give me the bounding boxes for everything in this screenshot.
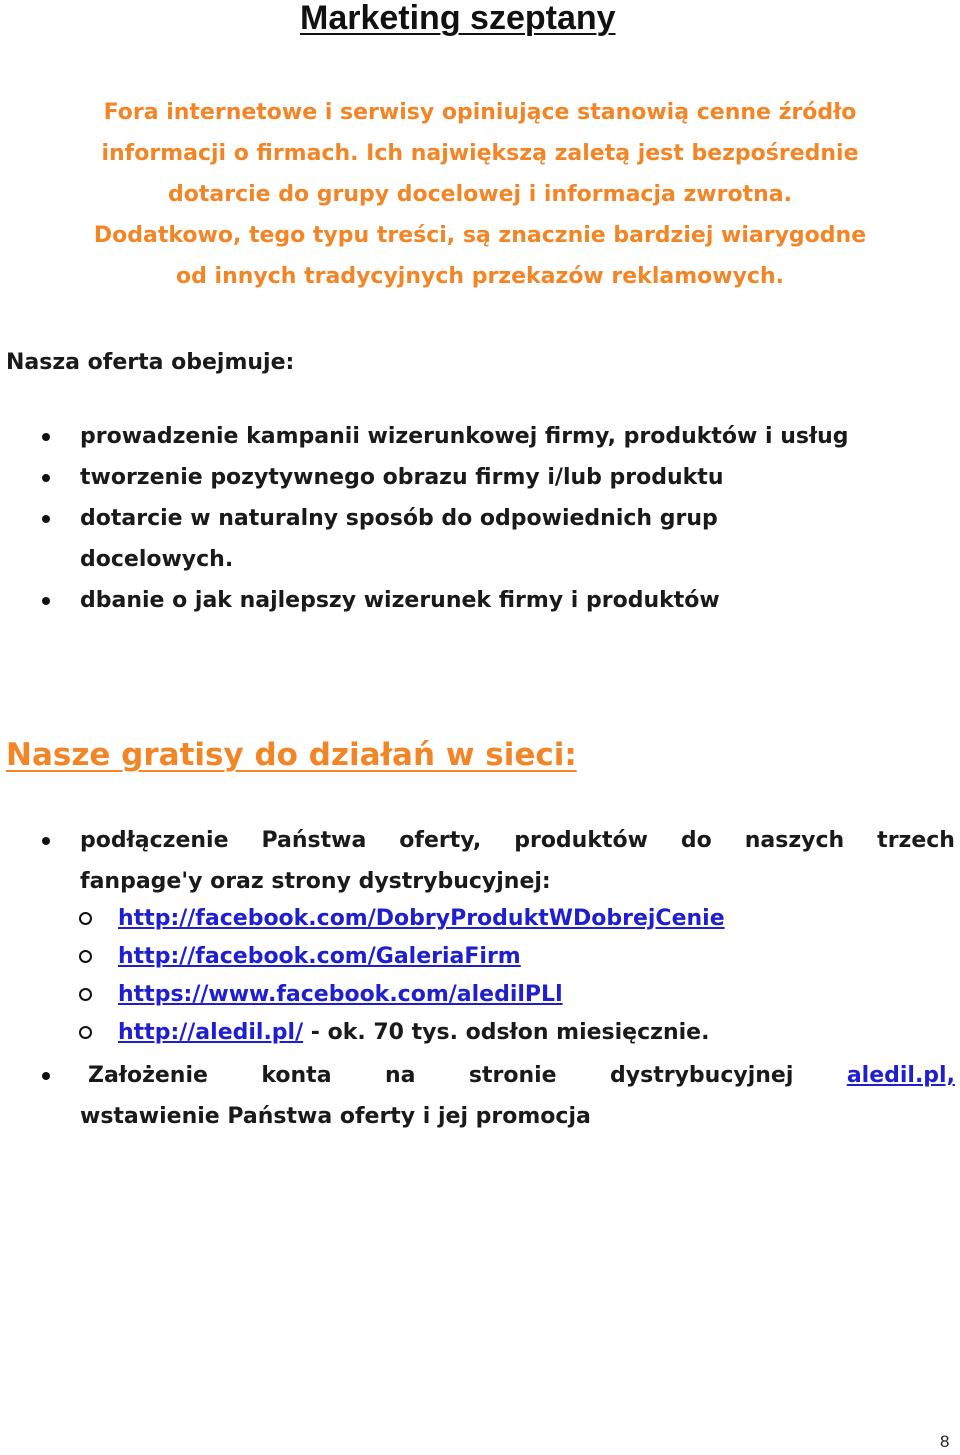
fanpage-link-item [118, 938, 521, 976]
offer-item-text: docelowych. [80, 547, 234, 572]
circle-bullet-icon [79, 950, 92, 963]
offer-item-continuation [80, 539, 233, 580]
offer-item [80, 498, 718, 539]
offer-heading: Nasza oferta obejmuje: [6, 350, 295, 375]
circle-bullet-icon [79, 912, 92, 925]
offer-item-text: dotarcie w naturalny sposób do odpowiednich grup [80, 506, 718, 531]
gratis-item [80, 820, 955, 861]
offer-item [80, 416, 849, 457]
fanpage-link[interactable]: https://www.facebook.com/aledilPLl [118, 982, 563, 1007]
intro-line: Dodatkowo, tego typu treści, są znacznie bardziej wiarygodne [93, 223, 867, 248]
bullet-dot-icon [42, 433, 50, 441]
distribution-link-item [118, 1014, 709, 1052]
gratis-item-text: fanpage'y oraz strony dystrybucyjnej: [80, 869, 551, 894]
word: na [384, 1063, 416, 1088]
gratis-heading: Nasze gratisy do działań w sieci: [6, 737, 577, 773]
bullet-dot-icon [42, 837, 50, 845]
fanpage-link-item [118, 900, 725, 938]
word: produktów [514, 828, 648, 853]
word: oferty, [399, 828, 482, 853]
offer-item-text: prowadzenie kampanii wizerunkowej firmy, produktów i usług [80, 424, 849, 449]
word: trzech [877, 828, 955, 853]
word: Założenie [88, 1063, 208, 1088]
word: podłączenie [80, 828, 229, 853]
gratis-item-continuation [80, 861, 551, 902]
bullet-dot-icon [42, 597, 50, 605]
offer-item [80, 457, 724, 498]
word: dystrybucyjnej [610, 1063, 794, 1088]
intro-paragraph [30, 92, 930, 297]
fanpage-link-item [118, 976, 563, 1014]
fanpage-link[interactable]: http://facebook.com/DobryProduktWDobrejCenie [118, 906, 725, 931]
gratis-item-line [80, 820, 955, 861]
intro-line: od innych tradycyjnych przekazów reklamowych. [176, 264, 784, 289]
offer-item-text: dbanie o jak najlepszy wizerunek firmy i produktów [80, 588, 720, 613]
offer-item-text: tworzenie pozytywnego obrazu firmy i/lub produktu [80, 465, 724, 490]
circle-bullet-icon [79, 1026, 92, 1039]
circle-bullet-icon [79, 988, 92, 1001]
bullet-dot-icon [42, 515, 50, 523]
gratis-item [80, 1055, 955, 1096]
intro-line: informacji o firmach. Ich największą zaletą jest bezpośrednie [101, 141, 859, 166]
link-suffix: - ok. 70 tys. odsłon miesięcznie. [303, 1020, 710, 1045]
aledil-link[interactable]: aledil.pl, [846, 1063, 955, 1088]
distribution-site-link[interactable]: http://aledil.pl/ [118, 1020, 304, 1045]
gratis-item-text: wstawienie Państwa oferty i jej promocja [80, 1104, 591, 1129]
intro-line: Fora internetowe i serwisy opiniujące stanowią cenne źródło [103, 100, 857, 125]
bullet-dot-icon [42, 474, 50, 482]
word: Państwa [261, 828, 367, 853]
bullet-dot-icon [42, 1072, 50, 1080]
offer-item [80, 580, 720, 621]
word: konta [261, 1063, 332, 1088]
word: do [680, 828, 712, 853]
fanpage-link[interactable]: http://facebook.com/GaleriaFirm [118, 944, 521, 969]
intro-line: dotarcie do grupy docelowej i informacja zwrotna. [168, 182, 792, 207]
gratis-item-continuation [80, 1096, 591, 1137]
page-number: 8 [940, 1432, 950, 1451]
word: stronie [468, 1063, 557, 1088]
gratis-item-line [80, 1055, 955, 1096]
word: naszych [744, 828, 845, 853]
page-title: Marketing szeptany [300, 0, 616, 37]
